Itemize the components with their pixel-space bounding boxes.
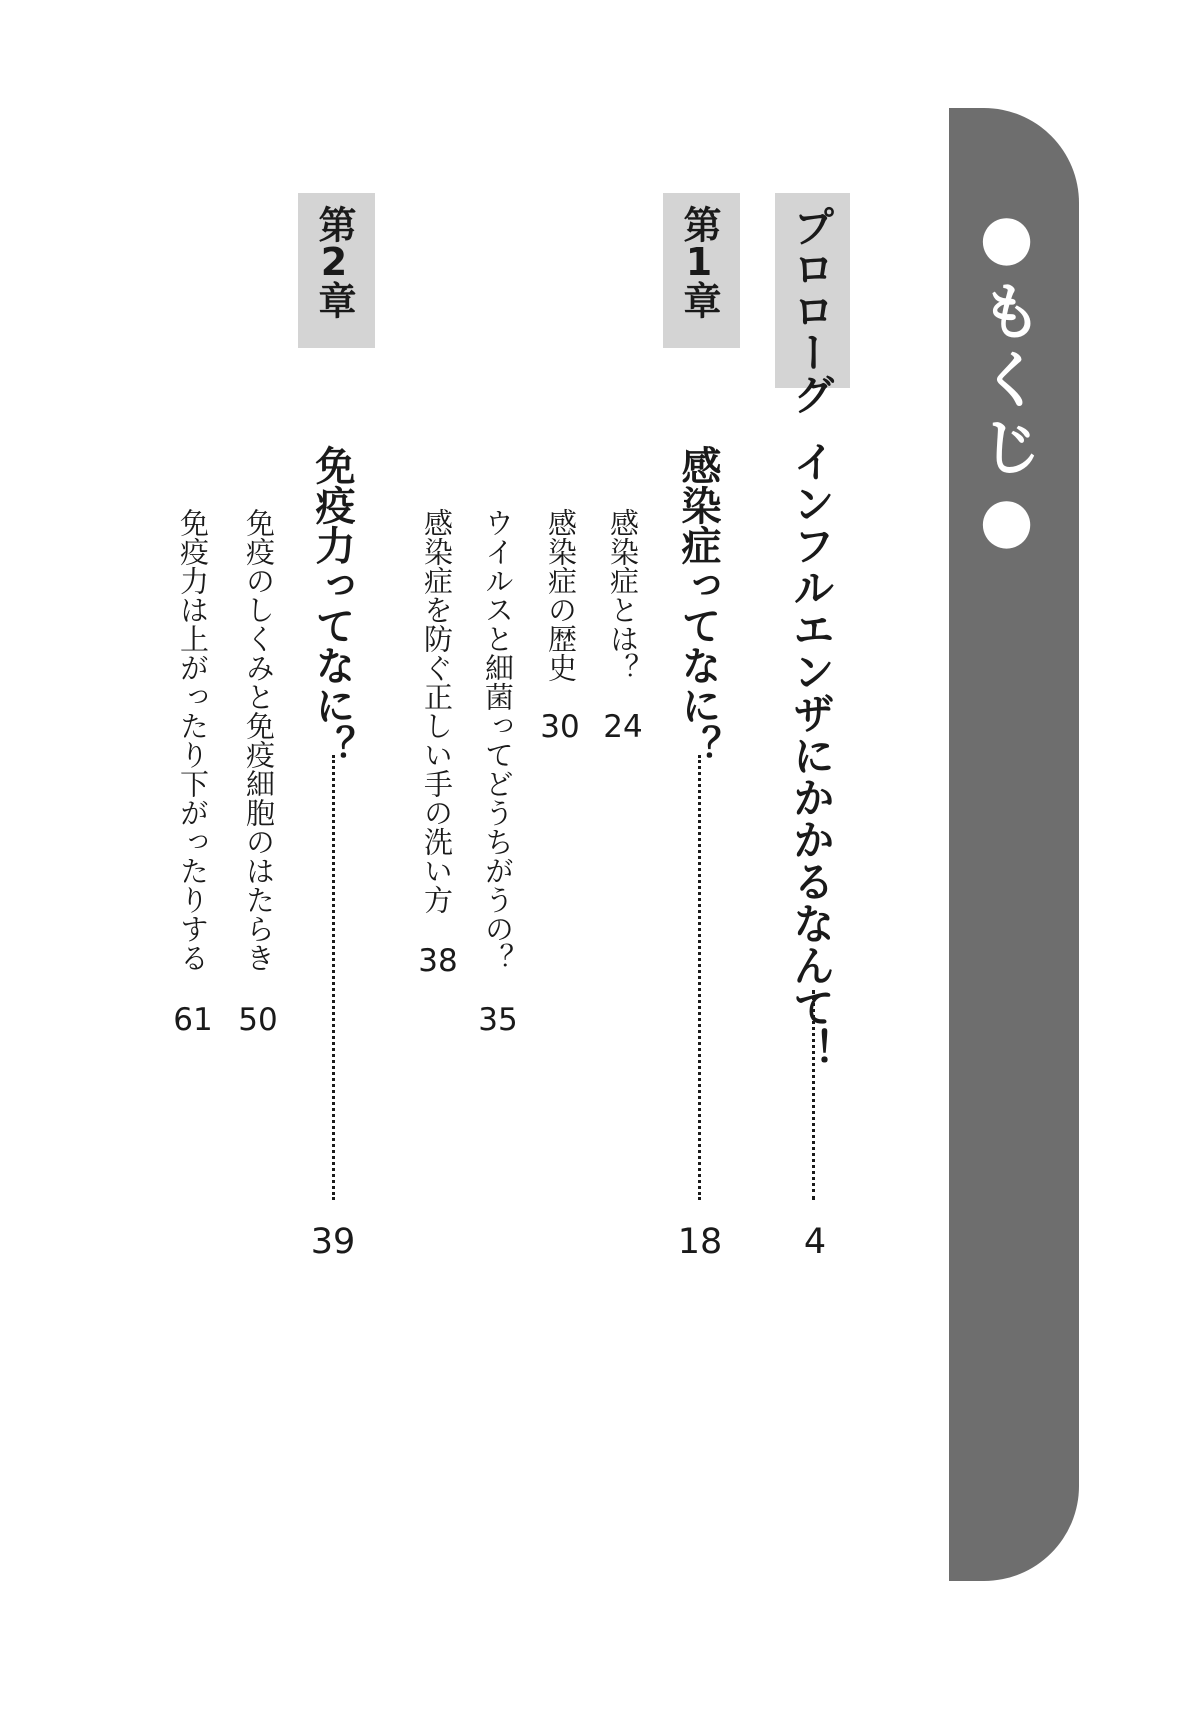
chapter2-leader-dots (332, 755, 335, 1200)
chapter1-item-3: ウイルスと細菌ってどうちがうの？ (481, 508, 515, 972)
chapter1-item-4: 感染症を防ぐ正しい手の洗い方 (420, 508, 454, 914)
chapter2-title: 免疫力ってなに？ (309, 445, 355, 765)
chapter1-label (677, 205, 721, 319)
chapter1-item-2-page: 30 (540, 709, 580, 745)
chapter2-page: 39 (310, 1222, 356, 1262)
prologue-leader-dots (812, 990, 815, 1200)
chapter1-label-dai: 第 (677, 205, 721, 243)
chapter2-item-1-page: 50 (238, 1002, 278, 1038)
chapter1-page: 18 (677, 1222, 723, 1262)
chapter1-label-num: 1 (685, 243, 713, 281)
chapter2-label-dai: 第 (312, 205, 356, 243)
chapter1-title: 感染症ってなに？ (675, 445, 721, 765)
chapter2-label-shou: 章 (312, 281, 356, 319)
chapter1-item-4-page: 38 (418, 943, 458, 979)
prologue-title: インフルエンザにかかるなんて！ (787, 440, 836, 1070)
chapter1-item-1-page: 24 (603, 709, 643, 745)
chapter1-item-1: 感染症とは？ (606, 508, 640, 682)
chapter2-item-2-page: 61 (173, 1002, 213, 1038)
chapter1-item-3-page: 35 (478, 1002, 518, 1038)
chapter1-leader-dots (698, 755, 701, 1200)
chapter1-item-2: 感染症の歴史 (544, 508, 578, 682)
chapter1-label-shou: 章 (677, 281, 721, 319)
contents-title: ●もくじ● (970, 200, 1043, 562)
chapter2-item-2: 免疫力は上がったり下がったりする (176, 508, 210, 972)
chapter2-item-1: 免疫のしくみと免疫細胞のはたらき (242, 508, 276, 972)
chapter2-label (312, 205, 356, 319)
prologue-label: プロローグ (787, 205, 836, 415)
chapter2-label-num: 2 (320, 243, 348, 281)
prologue-page: 4 (803, 1222, 827, 1262)
